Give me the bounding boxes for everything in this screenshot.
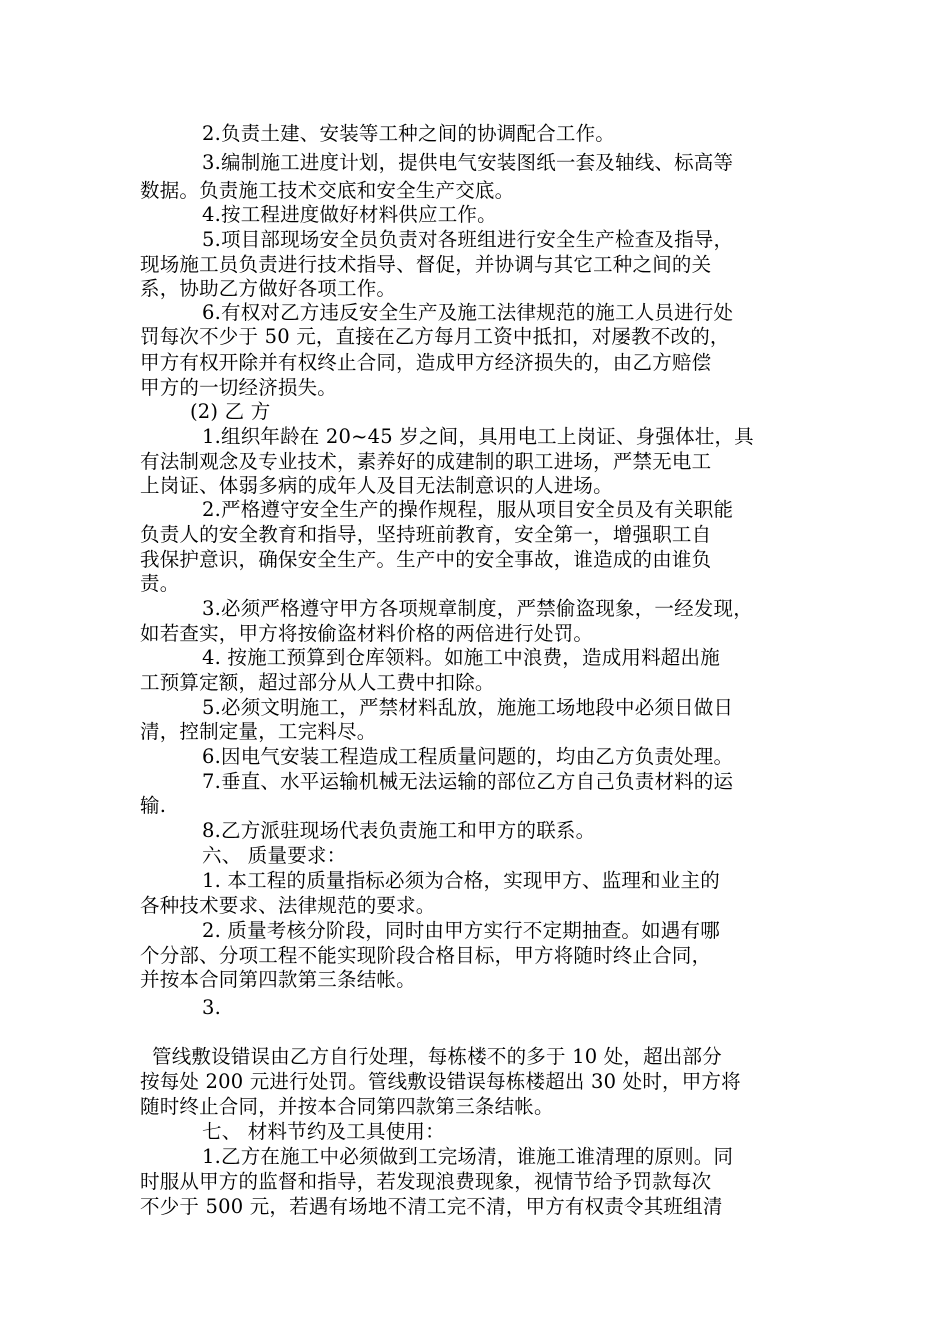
text-line: 6.有权对乙方违反安全生产及施工法律规范的施工人员进行处 bbox=[202, 301, 734, 324]
text-line: 4. 按施工预算到仓库领料。如施工中浪费，造成用料超出施 bbox=[202, 646, 720, 669]
text-line: 现场施工员负责进行技术指导、督促，并协调与其它工种之间的关 bbox=[140, 253, 712, 276]
text-line: 输. bbox=[140, 794, 167, 817]
text-line: 各种技术要求、法律规范的要求。 bbox=[140, 894, 436, 917]
section-heading: 七、 材料节约及工具使用： bbox=[202, 1120, 445, 1143]
text-line: 数据。负责施工技术交底和安全生产交底。 bbox=[140, 179, 515, 202]
text-line: 2. 质量考核分阶段，同时由甲方实行不定期抽查。如遇有哪 bbox=[202, 919, 720, 942]
text-line: 不少于 500 元，若遇有场地不清工完不清，甲方有权责令其班组清 bbox=[140, 1195, 723, 1218]
text-line: 5.项目部现场安全员负责对各班组进行安全生产检查及指导， bbox=[202, 228, 734, 251]
text-line: 6.因电气安装工程造成工程质量问题的，均由乙方负责处理。 bbox=[202, 745, 734, 768]
text-line: 系，协助乙方做好各项工作。 bbox=[140, 277, 397, 300]
text-line: 并按本合同第四款第三条结帐。 bbox=[140, 968, 416, 991]
text-line: 7.垂直、水平运输机械无法运输的部位乙方自己负责材料的运 bbox=[202, 770, 734, 793]
text-line: 1. 本工程的质量指标必须为合格，实现甲方、监理和业主的 bbox=[202, 869, 720, 892]
text-line: 责。 bbox=[140, 572, 180, 595]
text-line: 按每处 200 元进行处罚。管线敷设错误每栋楼超出 30 处时，甲方将 bbox=[140, 1070, 741, 1093]
text-line: 有法制观念及专业技术，素养好的成建制的职工进场，严禁无电工 bbox=[140, 450, 712, 473]
text-line: 清，控制定量，工完料尽。 bbox=[140, 720, 377, 743]
text-line: 时服从甲方的监督和指导，若发现浪费现象，视情节给予罚款每次 bbox=[140, 1170, 712, 1193]
text-line: 负责人的安全教育和指导，坚持班前教育，安全第一，增强职工自 bbox=[140, 523, 712, 546]
section-heading: (2) 乙 方 bbox=[190, 400, 271, 423]
text-line: 如若查实，甲方将按偷盗材料价格的两倍进行处罚。 bbox=[140, 622, 594, 645]
text-line: 我保护意识，确保安全生产。生产中的安全事故，谁造成的由谁负 bbox=[140, 548, 712, 571]
text-line: 随时终止合同，并按本合同第四款第三条结帐。 bbox=[140, 1095, 554, 1118]
text-line: 4.按工程进度做好材料供应工作。 bbox=[202, 203, 497, 226]
text-line: 3.编制施工进度计划，提供电气安装图纸一套及轴线、标高等 bbox=[202, 151, 734, 174]
text-line: 1.组织年龄在 20~45 岁之间，具用电工上岗证、身强体壮，具 bbox=[202, 425, 754, 448]
section-heading: 六、 质量要求： bbox=[202, 844, 347, 867]
text-line: 管线敷设错误由乙方自行处理，每栋楼不的多于 10 处，超出部分 bbox=[152, 1045, 722, 1068]
text-line: 1.乙方在施工中必须做到工完场清，谁施工谁清理的原则。同 bbox=[202, 1145, 734, 1168]
text-line: 甲方有权开除并有权终止合同，造成甲方经济损失的，由乙方赔偿 bbox=[140, 351, 712, 374]
text-line: 3.必须严格遵守甲方各项规章制度，严禁偷盗现象，一经发现， bbox=[202, 597, 753, 620]
text-line: 上岗证、体弱多病的成年人及目无法制意识的人进场。 bbox=[140, 474, 613, 497]
text-line: 2.严格遵守安全生产的操作规程，服从项目安全员及有关职能 bbox=[202, 498, 734, 521]
text-line: 个分部、分项工程不能实现阶段合格目标，甲方将随时终止合同， bbox=[140, 944, 712, 967]
text-line: 甲方的一切经济损失。 bbox=[140, 376, 338, 399]
text-line: 3. bbox=[202, 996, 222, 1019]
text-line: 工预算定额，超过部分从人工费中扣除。 bbox=[140, 671, 495, 694]
text-line: 罚每次不少于 50 元，直接在乙方每月工资中抵扣，对屡教不改的， bbox=[140, 325, 730, 348]
text-line: 2.负责土建、安装等工种之间的协调配合工作。 bbox=[202, 122, 616, 145]
text-line: 5.必须文明施工，严禁材料乱放，施施工场地段中必须日做日 bbox=[202, 696, 734, 719]
text-line: 8.乙方派驻现场代表负责施工和甲方的联系。 bbox=[202, 819, 596, 842]
